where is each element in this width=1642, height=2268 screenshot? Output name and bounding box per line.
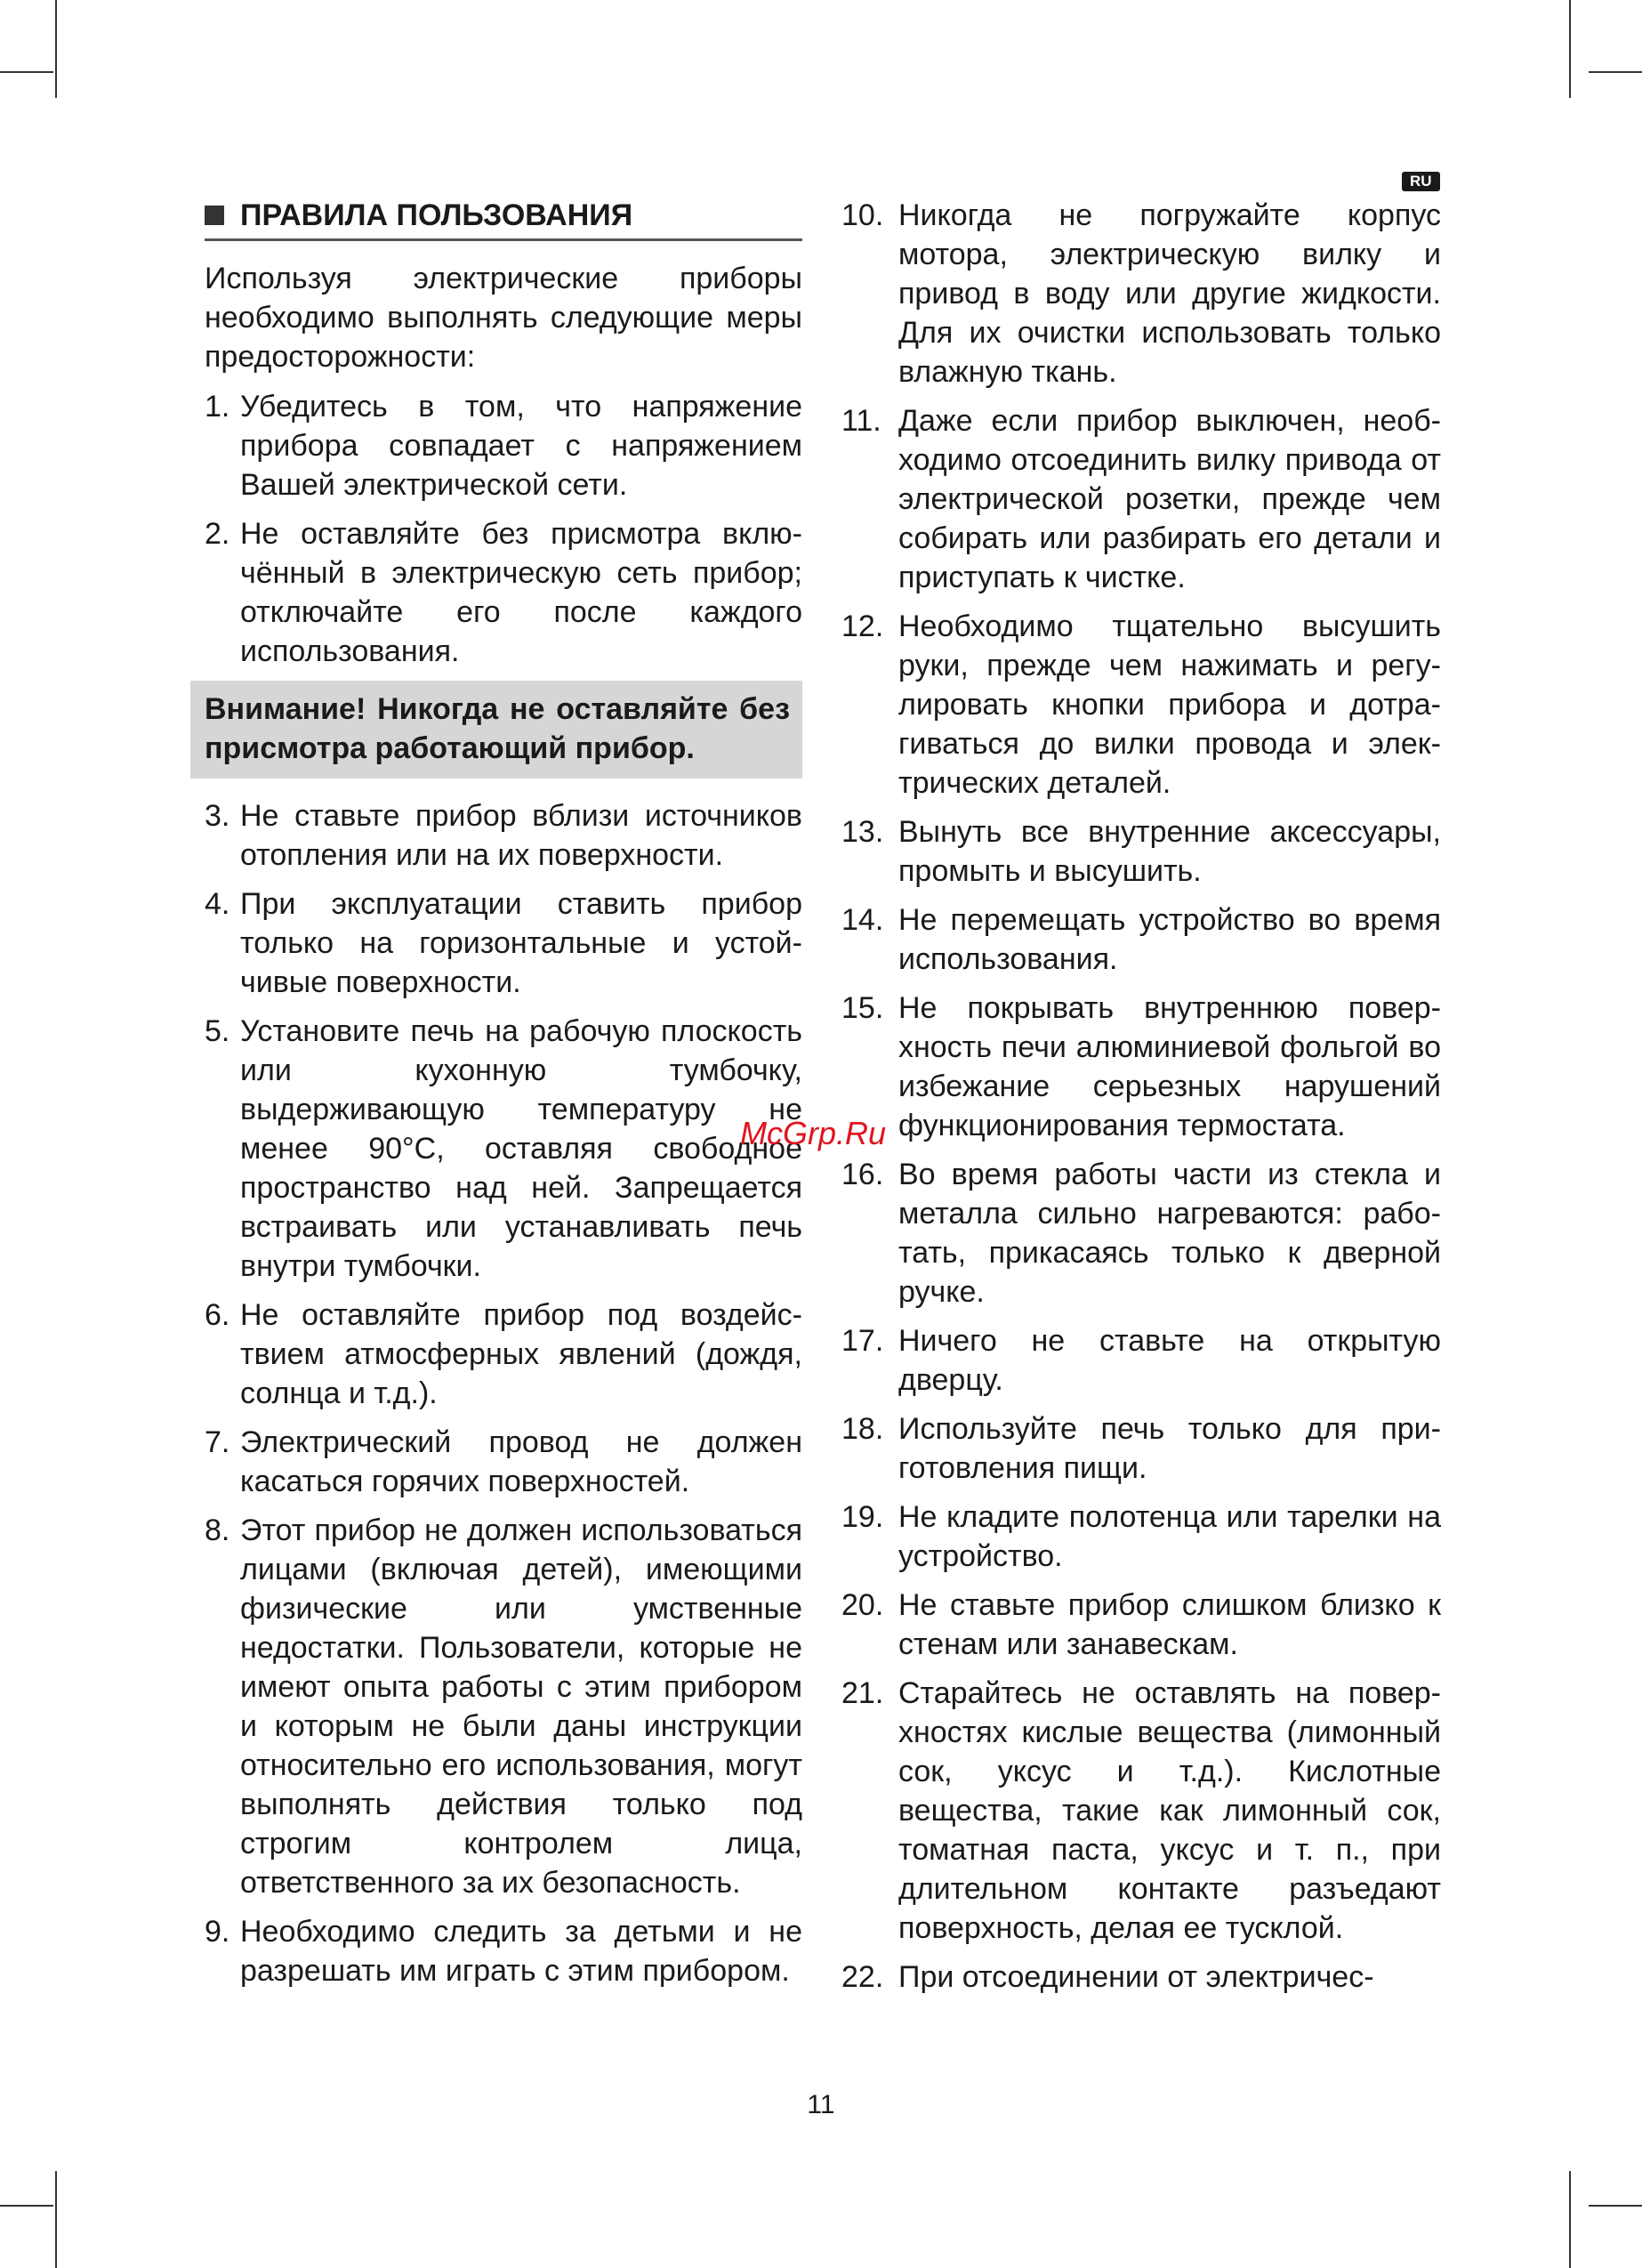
item-number: 6. bbox=[205, 1298, 230, 1332]
crop-mark bbox=[1569, 2171, 1571, 2268]
item-number: 16. bbox=[841, 1158, 884, 1191]
item-number: 17. bbox=[841, 1324, 884, 1358]
list-item bbox=[205, 1012, 802, 1286]
item-number: 14. bbox=[841, 903, 884, 937]
item-number: 10. bbox=[841, 198, 884, 232]
list-item bbox=[205, 884, 802, 1002]
list-item bbox=[841, 900, 1441, 979]
item-number: 15. bbox=[841, 991, 884, 1025]
list-item bbox=[205, 1511, 802, 1902]
rules-list-c bbox=[841, 196, 1441, 1997]
right-column bbox=[841, 196, 1441, 2006]
watermark: McGrp.Ru bbox=[740, 1115, 887, 1151]
item-text: Необходимо тщательно высушить руки, прежде чем нажимать и регулировать кнопки прибора и дотрагиваться до вилки провода и электрических деталей. bbox=[898, 609, 1441, 800]
section-heading-text: ПРАВИЛА ПОЛЬЗОВАНИЯ bbox=[240, 198, 633, 232]
item-text: Не перемещать устройство во время использования. bbox=[898, 903, 1441, 976]
list-item bbox=[841, 1409, 1441, 1488]
list-item bbox=[841, 1957, 1441, 1997]
left-column bbox=[205, 196, 802, 2000]
item-number: 11. bbox=[841, 404, 881, 438]
item-number: 20. bbox=[841, 1588, 884, 1622]
item-number: 7. bbox=[205, 1425, 230, 1459]
item-number: 2. bbox=[205, 517, 230, 551]
item-number: 5. bbox=[205, 1014, 230, 1048]
item-text: Убедитесь в том, что напряжение прибора совпадает с напряжением Вашей электрической сети. bbox=[240, 390, 802, 502]
item-text: Не ставьте прибор вблизи источников отопления или на их поверхности. bbox=[240, 799, 802, 872]
item-text: При отсоединении от электричес- bbox=[898, 1960, 1374, 1994]
item-text: Во время работы части из стекла и металла сильно нагреваются: работать, прикасаясь только к дверной ручке. bbox=[898, 1158, 1441, 1309]
item-text: Этот прибор не должен использоваться лицами (включая детей), имеющими физические или умственные недостатки. Пользователи, которые не имеют опыта работы с этим прибором и которым не были даны инструкции относительно его использования, могут выполнять действия только под строгим контролем лица, ответственного за их безопасность. bbox=[240, 1513, 802, 1900]
list-item bbox=[205, 514, 802, 671]
item-text: Необходимо следить за детьми и не разрешать им играть с этим прибором. bbox=[240, 1915, 802, 1988]
warning-box: Внимание! Никогда не оставляйте без присмотра работающий прибор. bbox=[190, 681, 802, 779]
item-text: Не кладите полотенца или тарелки на устройство. bbox=[898, 1500, 1441, 1573]
item-text: Не оставляйте прибор под воздействием атмосферных явлений (дождя, солнца и т.д.). bbox=[240, 1298, 802, 1410]
crop-mark bbox=[0, 2205, 53, 2207]
item-text: Старайтесь не оставлять на поверхностях кислые вещества (лимонный сок, уксус и т.д.). Кислотные вещества, такие как лимонный сок, томатная паста, уксус и т. п., при длительном контакте разъедают поверхность, делая ее тусклой. bbox=[898, 1676, 1441, 1945]
intro-paragraph: Используя электрические приборы необходимо выполнять следующие меры предосторожности: bbox=[205, 262, 802, 374]
list-item bbox=[841, 1321, 1441, 1400]
crop-mark bbox=[1589, 71, 1642, 73]
list-item bbox=[841, 1497, 1441, 1576]
page-number: 11 bbox=[807, 2090, 835, 2119]
item-text: Вынуть все внутренние аксессуары, промыть и высушить. bbox=[898, 815, 1441, 888]
item-text: Установите печь на рабочую плоскость или кухонную тумбочку, выдерживающую температуру не менее 90°С, оставляя свободное пространство над ней. Запрещается встраивать или устанавливать печь внутри тумбочки. bbox=[240, 1014, 802, 1283]
rules-list-b bbox=[205, 796, 802, 1990]
item-text: Используйте печь только для приготовления пищи. bbox=[898, 1412, 1441, 1485]
list-item bbox=[841, 1674, 1441, 1948]
item-text: Не оставляйте без присмотра включённый в электрическую сеть прибор; отключайте его после каждого использования. bbox=[240, 517, 802, 668]
item-number: 1. bbox=[205, 390, 230, 424]
list-item bbox=[841, 989, 1441, 1145]
item-text: Ничего не ставьте на открытую дверцу. bbox=[898, 1324, 1441, 1397]
item-number: 9. bbox=[205, 1915, 230, 1949]
item-number: 13. bbox=[841, 815, 884, 849]
item-text: При эксплуатации ставить прибор только на горизонтальные и устойчивые поверхности. bbox=[240, 887, 802, 999]
item-number: 12. bbox=[841, 609, 884, 643]
crop-mark bbox=[1589, 2205, 1642, 2207]
item-number: 22. bbox=[841, 1960, 884, 1994]
crop-mark bbox=[1569, 0, 1571, 98]
item-number: 21. bbox=[841, 1676, 884, 1710]
list-item bbox=[841, 812, 1441, 891]
item-number: 3. bbox=[205, 799, 230, 833]
list-item bbox=[205, 387, 802, 504]
list-item bbox=[841, 196, 1441, 391]
list-item bbox=[205, 1423, 802, 1501]
item-text: Даже если прибор выключен, необходимо отсоединить вилку привода от электрической розетки, прежде чем собирать или разбирать его детали и приступать к чистке. bbox=[898, 404, 1441, 594]
list-item bbox=[205, 1295, 802, 1413]
crop-mark bbox=[0, 71, 53, 73]
list-item bbox=[841, 1155, 1441, 1312]
crop-mark bbox=[55, 2171, 57, 2268]
item-number: 8. bbox=[205, 1513, 230, 1547]
section-heading bbox=[205, 196, 802, 241]
heading-square-icon bbox=[205, 206, 224, 225]
list-item bbox=[205, 1912, 802, 1990]
item-text: Не ставьте прибор слишком близко к стенам или занавескам. bbox=[898, 1588, 1441, 1661]
list-item bbox=[205, 796, 802, 875]
language-badge: RU bbox=[1402, 172, 1440, 191]
item-number: 18. bbox=[841, 1412, 884, 1446]
list-item bbox=[841, 401, 1441, 597]
crop-mark bbox=[55, 0, 57, 98]
item-text: Электрический провод не должен касаться горячих поверхностей. bbox=[240, 1425, 802, 1498]
item-number: 19. bbox=[841, 1500, 884, 1534]
item-number: 4. bbox=[205, 887, 230, 921]
item-text: Никогда не погружайте корпус мотора, электрическую вилку и привод в воду или другие жидкости. Для их очистки использовать только влажную ткань. bbox=[898, 198, 1441, 389]
item-text: Не покрывать внутреннюю поверхность печи алюминиевой фольгой во избежание серьезных нарушений функционирования термостата. bbox=[898, 991, 1441, 1142]
rules-list-a bbox=[205, 387, 802, 671]
list-item bbox=[841, 1586, 1441, 1664]
list-item bbox=[841, 607, 1441, 803]
